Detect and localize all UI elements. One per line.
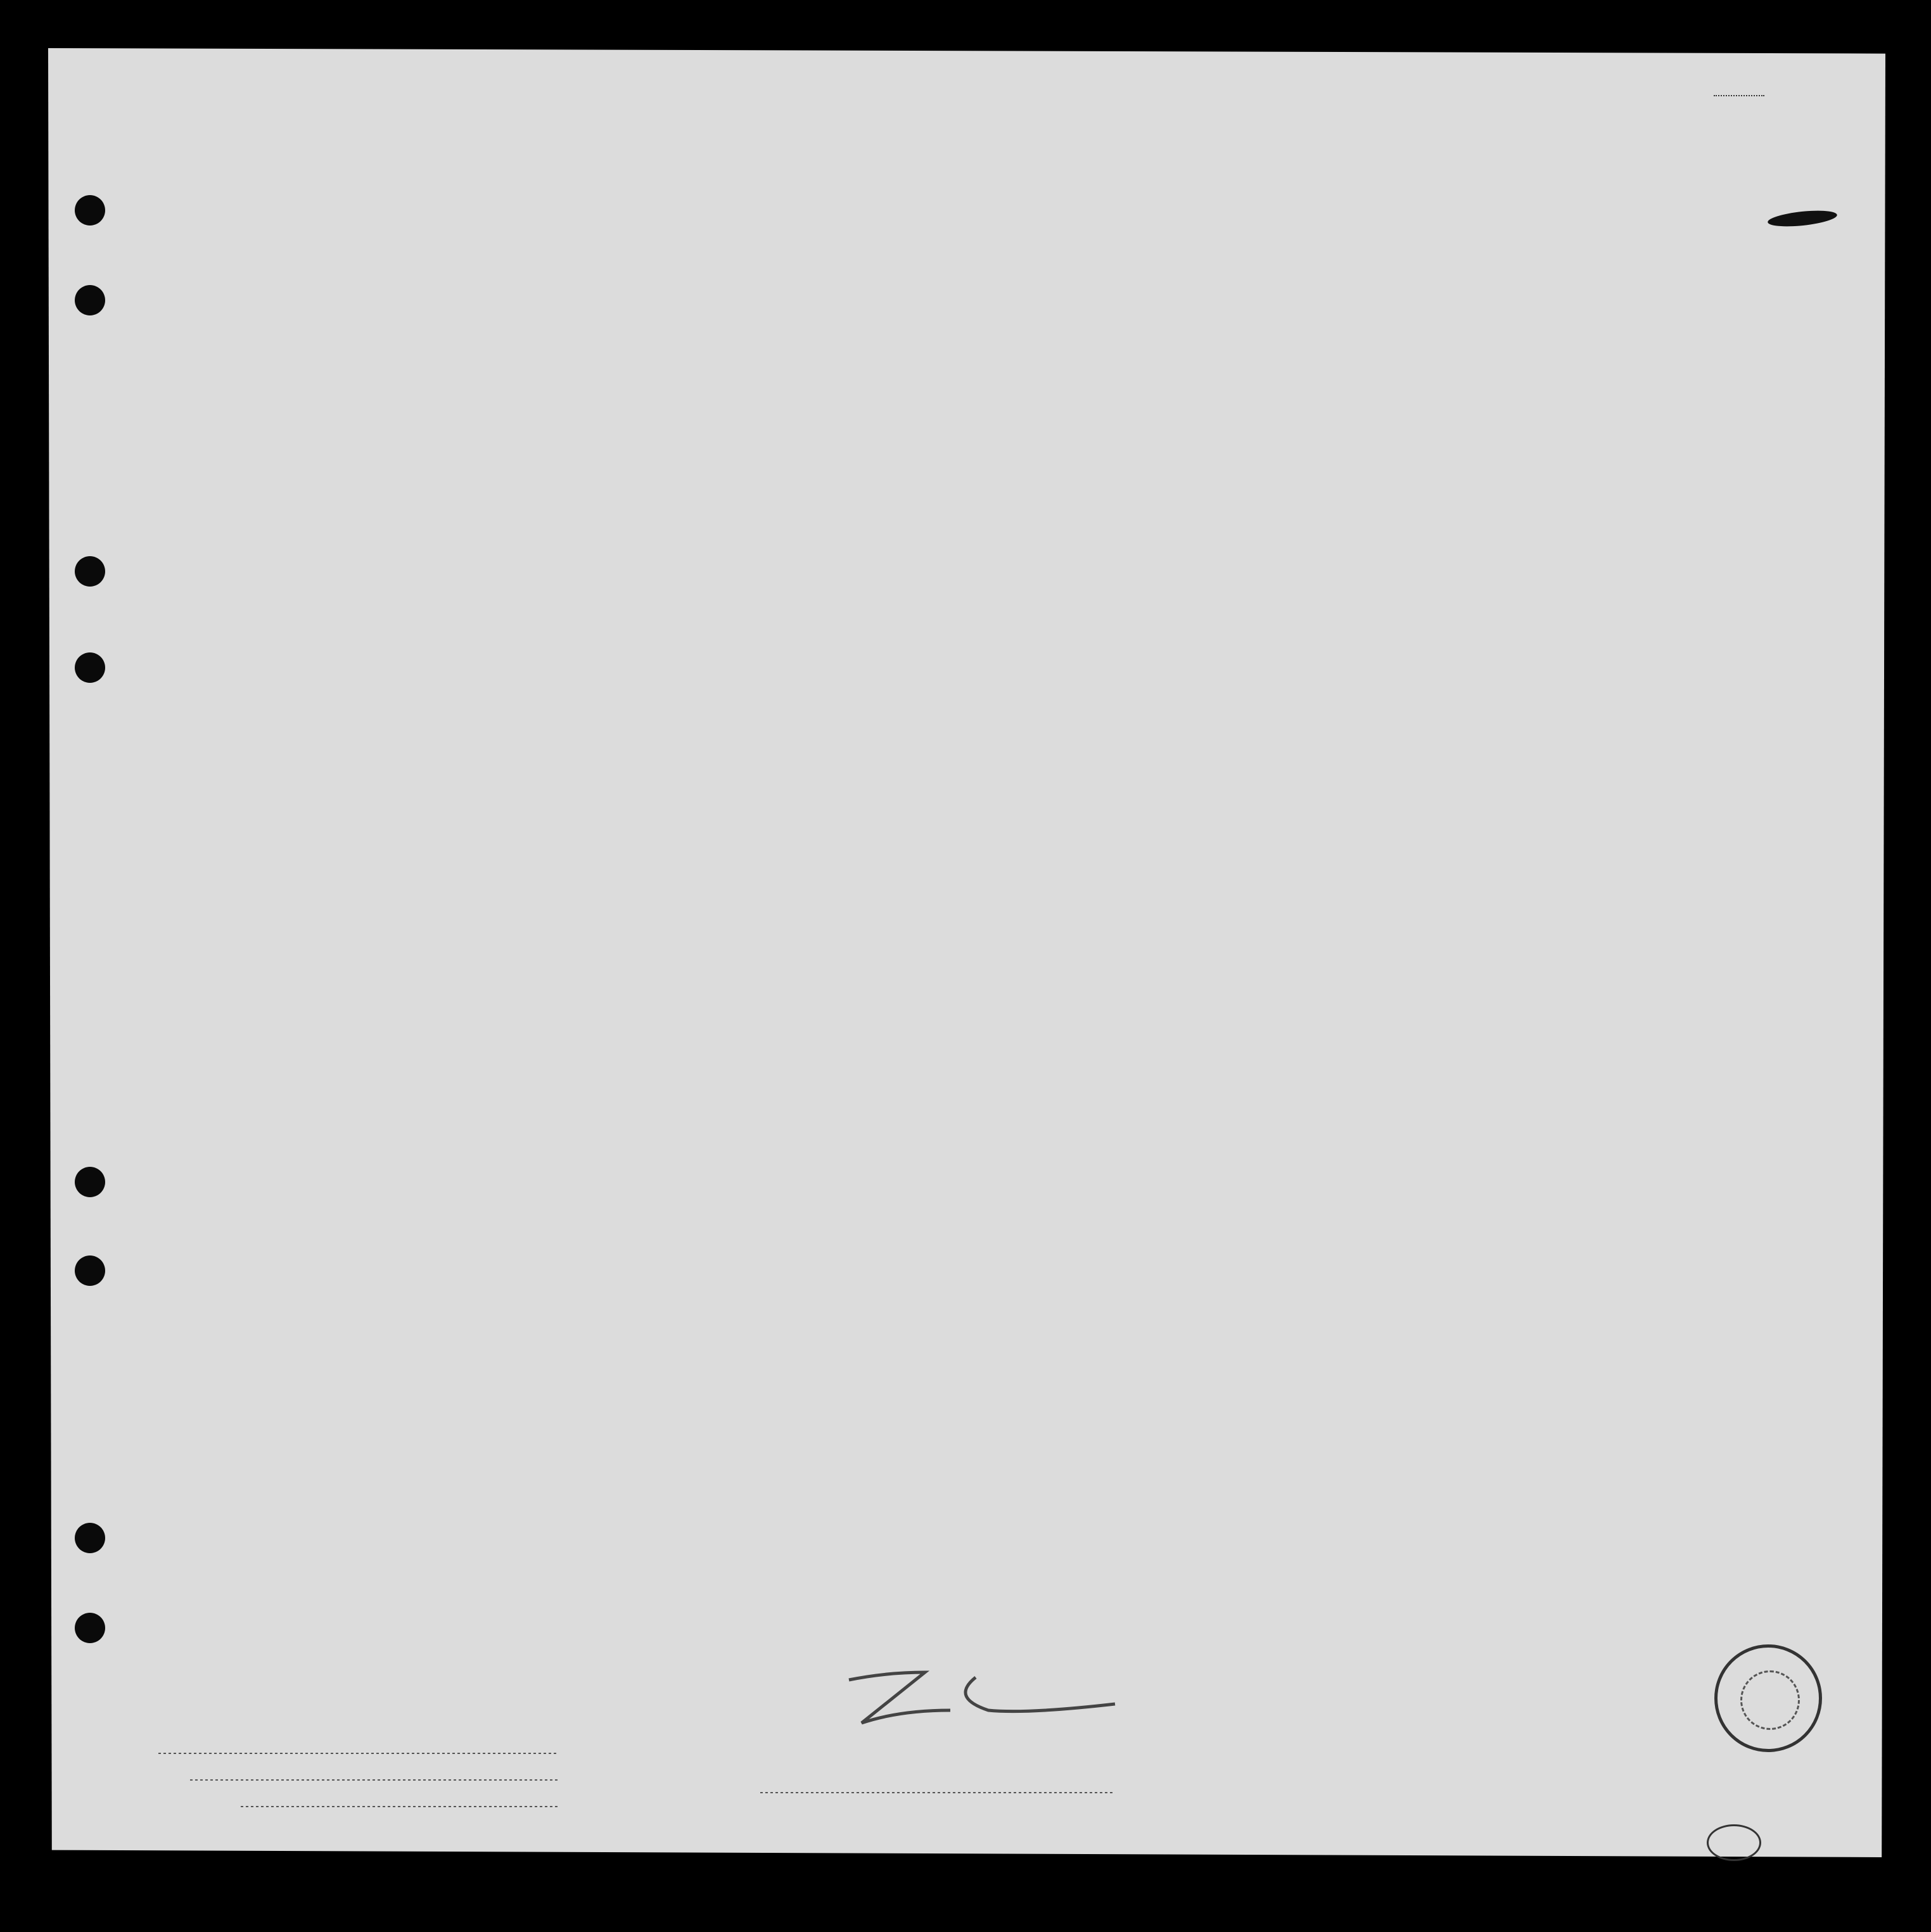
circled-number	[1707, 1824, 1761, 1861]
stamp-seal	[1740, 1670, 1800, 1730]
port-stamp	[1714, 1644, 1822, 1752]
